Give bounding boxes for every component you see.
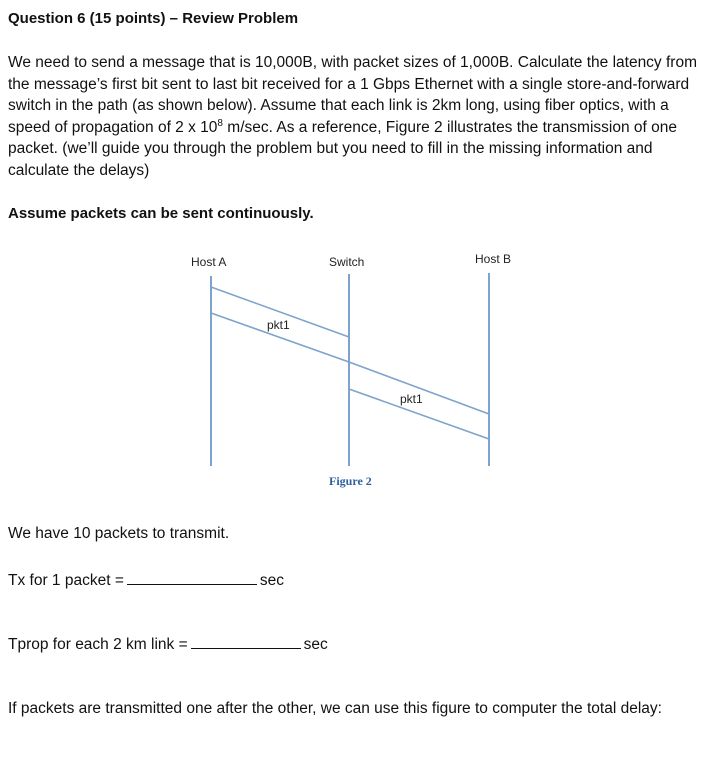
packet-label-link1: pkt1 <box>267 318 290 332</box>
tprop-unit: sec <box>303 636 328 653</box>
description-text-part2: m/sec. As a reference, Figure 2 illustrates the transmission of one packet. (we’ll guide you through the problem but you need to fill in the missing information and calculate the delays) <box>8 118 677 179</box>
packets-count-text: We have 10 packets to transmit. <box>8 525 230 542</box>
description-text-part1: We need to send a message that is 10,000B, with packet sizes of 1,000B. Calculate the latency from the message’s first bit sent to last bit received for a 1 Gbps Ethernet with a single store-and-forward switch in the path (as shown below). Assume that each link is 2km long, using fiber optics, with a speed of propagation of 2 x 10 <box>8 54 697 136</box>
tx-answer-blank[interactable] <box>127 570 257 585</box>
pkt1-first-bit-link2 <box>349 362 489 414</box>
packet-label-link2: pkt1 <box>400 392 423 406</box>
tx-row <box>8 570 284 590</box>
tprop-row <box>8 634 328 654</box>
tprop-label: Tprop for each 2 km link = <box>8 636 188 653</box>
tx-unit: sec <box>259 572 284 589</box>
assumption-text: Assume packets can be sent continuously. <box>8 205 314 222</box>
switch-label: Switch <box>329 255 365 269</box>
total-delay-text: If packets are transmitted one after the other, we can use this figure to computer the total delay: <box>8 700 662 717</box>
host-a-label: Host A <box>191 255 227 269</box>
tx-label: Tx for 1 packet = <box>8 572 124 589</box>
question-title: Question 6 (15 points) – Review Problem <box>8 10 299 27</box>
host-b-label: Host B <box>475 252 512 266</box>
tprop-answer-blank[interactable] <box>191 634 301 649</box>
exponent: 8 <box>217 117 223 129</box>
figure-caption: Figure 2 <box>329 474 372 488</box>
